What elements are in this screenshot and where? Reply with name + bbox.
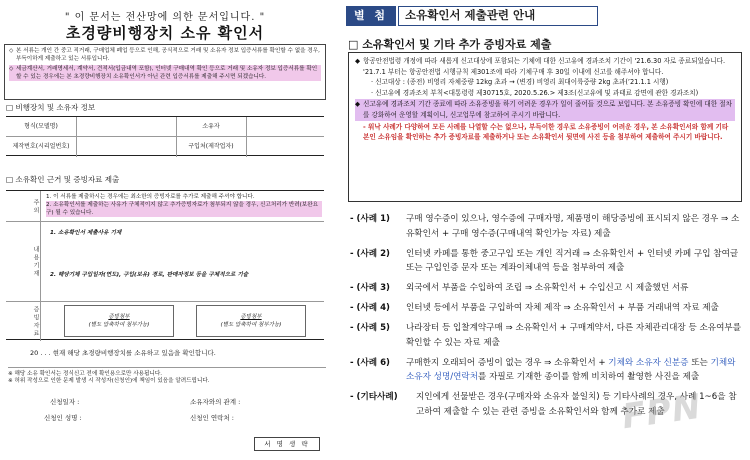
content-item-2: 2. 해당기체 구입일자(연도), 구입(보유) 경로, 판매자정보 등을 구체적으로 기술 [50, 272, 249, 278]
row-head-content: 내용기재 [32, 246, 39, 278]
intro-item-2: ◇ 세금계산서, 거래명세서, 계약서, 견적서(입금내역 포함), 인터넷 구매내역 확인 등으로 거래 및 소유자 정보 입증서류를 확인할 수 있는 경우에는 본 초경량비행장치 소유확인서가 아닌 관련 입증서류를 제출해 주시면 되겠습니다. [9, 65, 321, 82]
row-head-guide: 주의 [32, 199, 39, 215]
form-notice: " 이 문서는 전산망에 의한 문서입니다. " [64, 12, 266, 23]
content-item-1: 1. 소유확인서 제출사유 기재 [50, 230, 122, 236]
footnote-2: ※ 허위 작성으로 인한 문제 발생 시 작성자(신청인)에 책임이 있음을 알려드립니다. [8, 378, 210, 384]
proof-table [6, 190, 324, 340]
applicant-name-label: 신청인 성명 : [44, 414, 82, 422]
case-item: - (사례 5) 나라장터 등 입찰계약구매 ⇒ 소유확인서 + 구매계약서, 다른 자체관리대장 등 소유여부를 확인할 수 있는 자료 제출 [350, 323, 742, 348]
proof-attach-1[interactable]: 증빙첨부 (별도 압축하여 첨부가능) [64, 305, 174, 337]
seller-label: 구입처(제작업자) [188, 143, 234, 150]
ownership-form [0, 0, 330, 460]
form-title: 초경량비행장치 소유 확인서 [65, 24, 265, 42]
case-item: - (사례 1) 구매 영수증이 있으나, 영수증에 구매자명, 제품명이 해당증빙에 표시되지 않은 경우 ⇒ 소유확인서 + 구매 영수증(구매내역 확인가능 자료) 제출 [350, 214, 740, 239]
proof-attach-2[interactable]: 증빙첨부 (별도 압축하여 첨부가능) [196, 305, 306, 337]
form-intro-box [4, 44, 326, 100]
fpn-watermark: FPN [619, 386, 705, 438]
case-item: - (사례 3) 외국에서 부품을 수입하여 조립 ⇒ 소유확인서 + 수입신고 시 제출했던 서류 [350, 283, 689, 293]
notice-bullet-2: · 신고대상 : (종전) 비영리 자체중량 12kg 초과 → (변경) 비영리 최대이륙중량 2kg 초과(’21.1.1 시행) [371, 78, 669, 87]
notice-bullet-1: ◆ 항공안전법령 개정에 따라 새롭게 신고대상에 포함되는 기체에 대한 신고유예 경과조치 기간이 '21.6.30 자로 종료되었습니다. '21.7.1 부터는 항공안전법 시행규칙 제301조에 따라 기체구매 후 30일 이내에 신고를 해주셔야 합니다. [355, 57, 726, 76]
notice-box [348, 52, 742, 202]
guide-1: 1. 이 서류를 제출하시는 경우에는 최소한의 증빙자료를 추가로 제출해 주셔야 합니다. [46, 194, 255, 200]
proof-section-title: □ 소유확인 근거 및 증빙자료 제출 [6, 175, 120, 184]
notice-bullet-4: ◆ 신고유예 경과조치 기간 종료에 따라 소유증빙을 하기 어려운 경우가 일이 줄어들 것으로 보입니다. 본 소유증빙 확인에 대한 절차를 강화하여 운영할 계획이니, 신고업무에 참고하여 주시기 바랍니다. [355, 99, 735, 120]
serial-label: 제작번호(시리얼번호) [12, 143, 70, 150]
confirm-statement: 20 . . . 현재 해당 초경량비행장치를 소유하고 있음을 확인합니다. [30, 349, 216, 357]
case-item: - (사례 4) 인터넷 등에서 부품을 구입하여 자체 제작 ⇒ 소유확인서 + 부품 거래내역 자료 제출 [350, 303, 719, 313]
footnote-1: ※ 해당 소유 확인서는 정식신고 전에 확인용으로만 사용됩니다. [8, 367, 326, 378]
case-item: - (사례 2) 인터넷 카페를 통한 중고구입 또는 개인 직거래 ⇒ 소유확인서 + 인터넷 카페 구입 참여글 또는 구입인증 문자 또는 계좌이체내역 등을 첨부하여 제출 [350, 248, 739, 273]
model-label: 형식(모델명) [24, 123, 58, 130]
owner-info-table [6, 116, 324, 156]
owner-row-2 [6, 137, 324, 157]
owner-section-title: □ 비행장치 및 소유자 정보 [6, 103, 96, 112]
row-head-proof: 증빙자료 [32, 306, 39, 338]
notice-page [340, 0, 750, 460]
case-item: - (기타사례) 지인에게 선물받은 경우(구매자와 소유자 불일치) 등 기타사례의 경우, 사례 1~6을 참고하여 제출할 수 있는 관련 증빙을 소유확인서와 함께 추가로 제출 [350, 392, 737, 417]
notice-bullet-3: · 신고유예 경과조치 부칙<대통령령 제30715호, 2020.5.26.> 제3조(신고유예 및 과태료 감면에 관한 경과조치) [371, 88, 699, 97]
contact-label: 신청인 연락처 : [190, 414, 234, 422]
notice-section-title: □ 소유확인서 및 기타 추가 증빙자료 제출 [348, 38, 552, 51]
guide-2: 2. 소유확인서를 제출하는 사유가 구체적이지 않고 추가증빙자료가 첨부되지 않을 경우, 신고처리가 반려(보완요구) 될 수 있습니다. [46, 201, 322, 217]
intro-item-1: ◇ 본 서류는 개인 간 중고 직거래, 구매업체 폐업 등으로 인해, 공식적으로 거래 및 소유자 정보 입증서류를 확인할 수 없을 경우, 부득이하게 제출하고 있는 서류입니다. [9, 48, 320, 63]
owner-row-1 [6, 117, 324, 137]
owner-label: 소유자 [202, 123, 220, 130]
notice-header-title: 소유확인서 제출관련 안내 [398, 6, 598, 26]
attachment-badge: 별 첨 [346, 6, 396, 26]
case-item: - (사례 6) 구매한지 오래되어 증빙이 없는 경우 ⇒ 소유확인서 + 기체와 소유자 신분증 또는 기체와 소유자 성명/연락처를 자필로 기재한 종이를 함께 비치하여 촬영한 사진을 제출 [350, 357, 736, 382]
applicant-date-label: 신청일자 : [50, 398, 80, 406]
relation-label: 소유자와의 관계 : [190, 398, 241, 406]
notice-bullet-5: - 워낙 사례가 다양하여 모든 사례를 나열할 수는 없으나, 부득이한 경우로 소유증빙이 어려운 경우, 본 소유확인서와 함께 기타 본인 소유임을 확인하는 추가 증빙자료를 제출하거나 또는 소유확인서 뒷면에 사진 등을 첨부하여 제출하여 주시기 바랍니다. [363, 122, 729, 142]
signature-box: 서 명 생 략 [254, 437, 320, 451]
